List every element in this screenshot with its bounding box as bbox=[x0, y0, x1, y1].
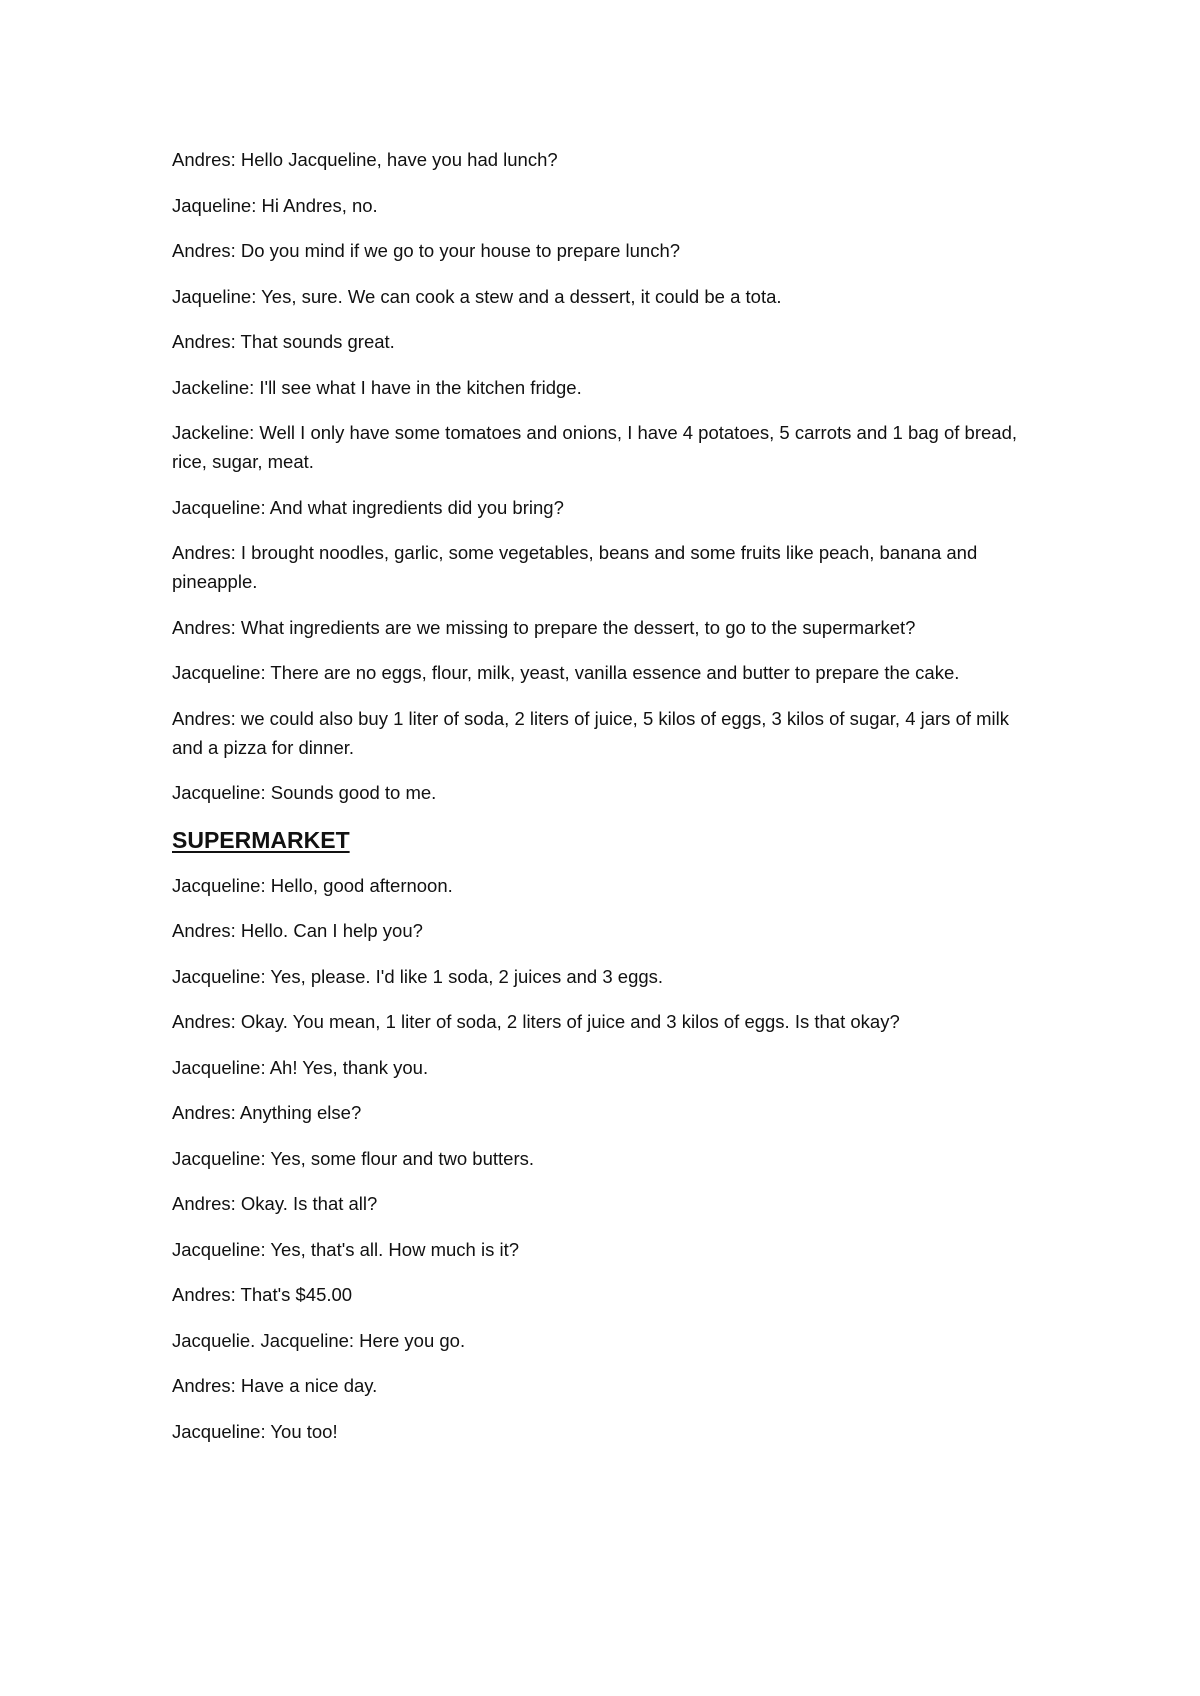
dialogue-line: Andres: Do you mind if we go to your house to prepare lunch? bbox=[172, 240, 681, 261]
dialogue-line: Andres: Hello Jacqueline, have you had lunch? bbox=[172, 149, 558, 170]
dialogue-line: Jaqueline: Yes, sure. We can cook a stew and a dessert, it could be a tota. bbox=[172, 285, 782, 307]
dialogue-line: Jackeline: I'll see what I have in the kitchen fridge. bbox=[172, 376, 582, 398]
dialogue-line: Andres: Have a nice day. bbox=[172, 1375, 378, 1396]
dialogue-line: Andres: we could also buy 1 liter of soda, 2 liters of juice, 5 kilos of eggs, 3 kilos of sugar, 4 jars of milk and a pizza for dinner. bbox=[172, 707, 1010, 758]
dialogue-line: Andres: What ingredients are we missing to prepare the dessert, to go to the supermarket? bbox=[172, 616, 916, 638]
dialogue-line: Jacqueline: Sounds good to me. bbox=[172, 782, 437, 803]
dialogue-line: Jacquelie. Jacqueline: Here you go. bbox=[172, 1329, 466, 1351]
dialogue-line: Jacqueline: Hello, good afternoon. bbox=[172, 874, 453, 896]
dialogue-line: Jacqueline: Yes, please. I'd like 1 soda, 2 juices and 3 eggs. bbox=[172, 965, 664, 987]
dialogue-line: Jacqueline: There are no eggs, flour, milk, yeast, vanilla essence and butter to prepare the cake. bbox=[172, 662, 960, 683]
dialogue-line: Jacqueline: And what ingredients did you bring? bbox=[172, 496, 564, 518]
dialogue-line: Andres: That's $45.00 bbox=[172, 1284, 353, 1305]
dialogue-line: Andres: That sounds great. bbox=[172, 331, 395, 352]
document-body bbox=[172, 145, 1034, 1462]
dialogue-line: Andres: Hello. Can I help you? bbox=[172, 920, 423, 941]
dialogue-line: Andres: I brought noodles, garlic, some vegetables, beans and some fruits like peach, banana and pineapple. bbox=[172, 542, 978, 592]
dialogue-line: Andres: Okay. You mean, 1 liter of soda, 2 liters of juice and 3 kilos of eggs. Is that okay? bbox=[172, 1011, 900, 1032]
dialogue-line: Andres: Anything else? bbox=[172, 1102, 362, 1123]
section-heading: SUPERMARKET bbox=[172, 826, 350, 853]
dialogue-line: Jackeline: Well I only have some tomatoes and onions, I have 4 potatoes, 5 carrots and 1 bag of bread, rice, sugar, meat. bbox=[172, 422, 1018, 472]
dialogue-line: Jacqueline: You too! bbox=[172, 1420, 338, 1442]
dialogue-line: Jaqueline: Hi Andres, no. bbox=[172, 194, 378, 216]
dialogue-line: Jacqueline: Yes, that's all. How much is it? bbox=[172, 1238, 519, 1260]
dialogue-line: Jacqueline: Ah! Yes, thank you. bbox=[172, 1056, 429, 1078]
dialogue-line: Jacqueline: Yes, some flour and two butters. bbox=[172, 1147, 534, 1169]
dialogue-line: Andres: Okay. Is that all? bbox=[172, 1193, 378, 1214]
